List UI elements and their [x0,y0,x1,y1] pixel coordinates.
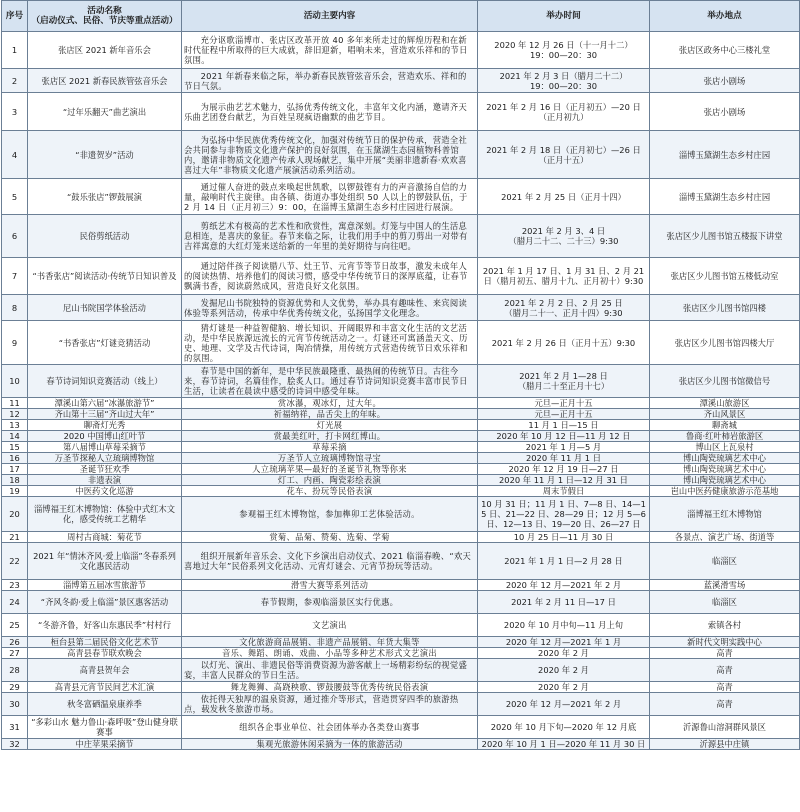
row-place: 新时代文明实践中心 [650,637,800,648]
row-activity-name: 高青县春节联欢晚会 [28,648,182,659]
header-activity-name [28,1,182,32]
table-row [2,431,800,442]
row-time: 2020 年 11 月 1 日—12 月 31 日 [478,475,650,486]
table-row [2,321,800,365]
row-time: 2020 年 11 月 1 日 [478,453,650,464]
row-number: 25 [2,614,28,637]
row-number: 15 [2,442,28,453]
row-place: 高青 [650,648,800,659]
table-row [2,32,800,69]
row-place: 临淄区 [650,543,800,580]
row-time: 2021 年 2 月 25 日（正月十四） [478,179,650,215]
table-row [2,464,800,475]
row-time: 2021 年 2 月 2 日、2 月 25 日 （腊月二十一、正月十四）9:30 [478,295,650,321]
row-time: 10 月 31 日；11 月 1 日、7—8 日、14—15 日、21—22 日、28—29 日；12 月 5—6 日、12—13 日、19—20 日、26—27 日 [478,497,650,532]
row-activity-content: 灯光展 [182,420,478,431]
row-place: 张店区政务中心三楼礼堂 [650,32,800,69]
row-number: 21 [2,532,28,543]
row-activity-content: 集观光旅游休闲采摘为一体的旅游活动 [182,739,478,750]
row-activity-content: 春节是中国的新年，是中华民族最隆重、最热闹的传统节日。古往今来，春节诗词，名篇佳作，脍炙人口。通过春节诗词知识竞赛丰富市民节日生活，让读者在晨读中感受的诗词中感受年味。 [182,365,478,398]
row-time: 元旦—正月十五 [478,398,650,409]
row-activity-content: 祈福纳祥，品舌尖上的年味。 [182,409,478,420]
row-number: 16 [2,453,28,464]
row-time: 2020 年 12 月—2021 年 2 月 [478,580,650,591]
row-place: 索镇各村 [650,614,800,637]
row-activity-content: 通过陪伴孩子阅读腊八节、灶王节、元宵节等节日故事，激发未成年人的阅读热情、培养他们的阅读习惯，感受中华传统节日的深厚底蕴，让春节飘满书香，阅读蔚然成风，营造良好文化氛围。 [182,258,478,295]
row-place: 张店小剧场 [650,93,800,131]
row-number: 22 [2,543,28,580]
row-activity-content: 剪纸艺术有极高的艺术性和欣赏性，寓意深刻。灯笼与中国人的生活息息相连，是喜庆的象征。春节来临之际，让我们用手中的剪刀剪出一对带有吉祥寓意的大红灯笼来送给新的一年里的美好期待与向往吧。 [182,215,478,258]
table-row [2,453,800,464]
row-activity-name: 第八届博山草莓采摘节 [28,442,182,453]
row-place: 临淄区 [650,591,800,614]
table-row [2,580,800,591]
row-activity-name: 齐山第十三届“齐山过大年” [28,409,182,420]
row-place: 张店区少儿图书馆五楼报下讲堂 [650,215,800,258]
row-number: 1 [2,32,28,69]
row-activity-content: 赏冰瀑，观冰灯，过大年。 [182,398,478,409]
row-time: 10 月 25 日—11 月 30 日 [478,532,650,543]
row-place: 淄博玉黛湖生态乡村庄园 [650,131,800,179]
row-number: 8 [2,295,28,321]
row-time: 2021 年 2 月 3、4 日 （腊月二十二、二十三）9:30 [478,215,650,258]
table-row [2,131,800,179]
row-time: 2021 年 2 月 18 日（正月初七）—26 日（正月十五） [478,131,650,179]
row-place: 各景点、演艺广场、街道等 [650,532,800,543]
row-activity-content: 赏菊、品菊、赞菊、选菊、学菊 [182,532,478,543]
table-row [2,637,800,648]
row-place: 张店区少儿图书馆微信号 [650,365,800,398]
row-place: 沂源县中庄镇 [650,739,800,750]
row-activity-content: 组织各企事业单位、社会团体举办各类登山赛事 [182,716,478,739]
header-no: 序号 [2,1,28,32]
row-place: 齐山风景区 [650,409,800,420]
row-activity-name: 淄博福王红木博物馆：体验中式红木文化，感受传统工艺精华 [28,497,182,532]
header-activity-name-text: 活动名称 （启动仪式、民俗、节庆等重点活动） [31,6,178,26]
row-place: 博山陶瓷琉璃艺术中心 [650,475,800,486]
row-place: 张店小剧场 [650,69,800,93]
row-activity-content: 灯工、内画、陶瓷彩绘表演 [182,475,478,486]
row-time: 2020 年 10 月 12 日—11 月 12 日 [478,431,650,442]
row-activity-name: “过年乐翻天”曲艺演出 [28,93,182,131]
table-row [2,409,800,420]
row-number: 18 [2,475,28,486]
table-row [2,614,800,637]
row-number: 9 [2,321,28,365]
table-row [2,398,800,409]
row-activity-name: “书香张店”阅读活动·传统节日知识普及 [28,258,182,295]
table-row [2,69,800,93]
row-activity-name: 民俗剪纸活动 [28,215,182,258]
row-place: 聊斋城 [650,420,800,431]
row-activity-name: “齐风冬韵·爱上临淄”景区惠客活动 [28,591,182,614]
row-number: 30 [2,693,28,716]
row-number: 12 [2,409,28,420]
table-row [2,93,800,131]
row-time: 2021 年 2 月 3 日（腊月二十二） 19：00—20：30 [478,69,650,93]
row-number: 11 [2,398,28,409]
row-place: 博山陶瓷琉璃艺术中心 [650,453,800,464]
table-row [2,420,800,431]
table-row [2,442,800,453]
header-place: 举办地点 [650,1,800,32]
row-place: 张店区少儿图书馆四楼 [650,295,800,321]
row-number: 19 [2,486,28,497]
row-activity-name: 中医药文化巡游 [28,486,182,497]
row-activity-content: 发掘尼山书院独特的资源优势和人文优势，举办具有趣味性、来宾阅读体验等系列活动，传承中华优秀传统文化，弘扬国学文化理念。 [182,295,478,321]
row-activity-content: 赏最美红叶，打卡网红博山。 [182,431,478,442]
row-place: 岜山中医药健康旅游示范基地 [650,486,800,497]
row-time: 2020 年 2 月 [478,648,650,659]
table-row [2,659,800,682]
row-activity-content: 为展示曲艺艺术魅力，弘扬优秀传统文化，丰富年文化内涵，邀请齐天乐曲艺团登台献艺，为百姓呈现疯语幽默的曲艺节目。 [182,93,478,131]
row-place: 潭溪山旅游区 [650,398,800,409]
row-number: 5 [2,179,28,215]
row-time: 2021 年 2 月 11 日—17 日 [478,591,650,614]
row-activity-content: 花车、扮玩等民俗表演 [182,486,478,497]
row-activity-content: 万圣节人立琉璃博物馆寻宝 [182,453,478,464]
row-activity-name: 淄博第五届冰雪旅游节 [28,580,182,591]
row-activity-content: 为弘扬中华民族优秀传统文化，加强对传统节日的保护传承，营造全社会共同参与非物质文化遗产保护的良好氛围，在玉黛湖生态园植物科普馆内，邀请非物质文化遗产传承人现场献艺，集中开展“美丽非遗新春·欢欢喜喜过大年”非物质文化遗产展演活动系列活动。 [182,131,478,179]
row-number: 10 [2,365,28,398]
row-number: 7 [2,258,28,295]
table-row [2,179,800,215]
table-row [2,532,800,543]
table-header-row [2,1,800,32]
row-place: 张店区少儿图书馆五楼低动室 [650,258,800,295]
row-activity-content: 猜灯谜是一种益智健脑、增长知识、开阔眼界和丰富文化生活的文艺活动，是中华民族源远流长的元宵节传统活动之一。灯谜还可寓涵盖天文、历史、地理、文学及古代诗词，陶冶情操，用传统方式营造传统节日欢乐祥和的氛围。 [182,321,478,365]
row-time: 2021 年 1 月 1 日—2 月 28 日 [478,543,650,580]
row-activity-content: 组织开展新年音乐会、文化下乡演出启动仪式、2021 临淄春晚、“欢天喜地过大年”民俗系列文化活动、元宵灯谜会、元宵节扮玩等活动。 [182,543,478,580]
header-activity-content: 活动主要内容 [182,1,478,32]
row-activity-name: 圣诞节狂欢季 [28,464,182,475]
row-activity-name: 高青县贺年会 [28,659,182,682]
header-time: 举办时间 [478,1,650,32]
row-time: 2021 年 1 月 17 日、1 月 31 日、2 月 21 日（腊月初五、腊月十九、正月初十）9:30 [478,258,650,295]
row-activity-content: 人立琉璃苹果—最好的圣诞节礼物等你来 [182,464,478,475]
row-time: 2021 年 1 月—5 月 [478,442,650,453]
row-activity-name: 秋冬富硒温泉康养季 [28,693,182,716]
table-row [2,682,800,693]
row-number: 24 [2,591,28,614]
row-number: 13 [2,420,28,431]
row-activity-content: 舞龙舞狮、高跷秧歌、锣鼓腰鼓等优秀传统民俗表演 [182,682,478,693]
row-number: 6 [2,215,28,258]
row-activity-name: 2020 中国博山红叶节 [28,431,182,442]
row-place: 高青 [650,682,800,693]
row-number: 17 [2,464,28,475]
row-activity-name: “书香张店”灯谜竞猜活动 [28,321,182,365]
row-number: 3 [2,93,28,131]
row-number: 4 [2,131,28,179]
table-row [2,716,800,739]
row-place: 沂源鲁山溶洞群风景区 [650,716,800,739]
table-row [2,486,800,497]
row-activity-name: “非遗贺岁”活动 [28,131,182,179]
row-place: 淄博玉黛湖生态乡村庄园 [650,179,800,215]
row-place: 淄博福王红木博物馆 [650,497,800,532]
row-number: 31 [2,716,28,739]
table-row [2,497,800,532]
row-activity-content: 依托得天独厚的温泉资源，通过推介等形式，营造贯穿四季的旅游热点，载发秋冬旅游市场。 [182,693,478,716]
row-time: 2020 年 2 月 [478,682,650,693]
row-activity-name: 张店区 2021 新年音乐会 [28,32,182,69]
row-activity-content: 以灯光、演出、非遗民俗等消费资源为游客献上一场精彩纷纭的视觉盛宴，丰富人民群众的节日生活。 [182,659,478,682]
row-activity-name: 2021 年“情沐齐风·爱上临淄”冬春系列文化惠民活动 [28,543,182,580]
row-activity-name: 周村古商城：菊花节 [28,532,182,543]
row-activity-name: “鼓乐张店”锣鼓展演 [28,179,182,215]
row-activity-content: 文化旅游商品展销、非遗产品展销、年货大集等 [182,637,478,648]
row-number: 23 [2,580,28,591]
row-activity-name: 张店区 2021 新春民族管弦音乐会 [28,69,182,93]
row-time: 2021 年 2 月 1—28 日 （腊月二十至正月十七） [478,365,650,398]
row-activity-name: 非遗表演 [28,475,182,486]
row-activity-content: 滑雪大赛等系列活动 [182,580,478,591]
row-number: 32 [2,739,28,750]
row-time: 2020 年 10 月 1 日—2020 年 11 月 30 日 [478,739,650,750]
table-row [2,475,800,486]
row-number: 28 [2,659,28,682]
table-row [2,739,800,750]
row-place: 高青 [650,659,800,682]
row-activity-name: 尼山书院国学体验活动 [28,295,182,321]
row-activity-content: 春节假期，参观临淄景区实行优惠。 [182,591,478,614]
row-time: 2020 年 10 月中旬—11 月上旬 [478,614,650,637]
row-time: 周末节假日 [478,486,650,497]
row-activity-content: 参观福王红木博物馆，参加榫卯工艺体验活动。 [182,497,478,532]
row-number: 2 [2,69,28,93]
row-place: 高青 [650,693,800,716]
table-row [2,215,800,258]
row-number: 29 [2,682,28,693]
row-activity-name: “冬游齐鲁，好客山东惠民季”村村行 [28,614,182,637]
table-row [2,258,800,295]
row-place: 鲁商·红叶柿岩旅游区 [650,431,800,442]
row-number: 26 [2,637,28,648]
row-activity-name: 潭溪山第六届“冰瀑旅游节” [28,398,182,409]
row-activity-name: “多彩山水 魅力鲁山·森呼吸”登山健身联赛事 [28,716,182,739]
row-activity-content: 草莓采摘 [182,442,478,453]
table-row [2,648,800,659]
row-activity-name: 高青县元宵节民间艺术汇演 [28,682,182,693]
row-activity-name: 聊斋灯光秀 [28,420,182,431]
row-activity-content: 充分讴歌淄博市、张店区改革开放 40 多年来所走过的辉煌历程和在新时代征程中所取得的巨大成就，辞旧迎新，唱响未来，营造欢乐祥和的节日氛围。 [182,32,478,69]
row-activity-name: 中庄苹果采摘节 [28,739,182,750]
row-time: 元旦—正月十五 [478,409,650,420]
row-activity-content: 2021 年新春来临之际，举办新春民族管弦音乐会，营造欢乐、祥和的节日气氛。 [182,69,478,93]
row-place: 博山区上瓦泉村 [650,442,800,453]
row-activity-content: 文艺演出 [182,614,478,637]
table-row [2,693,800,716]
row-activity-name: 万圣节探秘人立琉璃博物馆 [28,453,182,464]
row-place: 蓝溪滑雪场 [650,580,800,591]
row-time: 2020 年 10 月下旬—2020 年 12 月底 [478,716,650,739]
row-place: 张店区少儿图书馆四楼大厅 [650,321,800,365]
activity-schedule-table [1,0,800,750]
row-time: 11 月 1 日—15 日 [478,420,650,431]
row-time: 2020 年 12 月—2021 年 1 月 [478,637,650,648]
row-time: 2020 年 2 月 [478,659,650,682]
row-time: 2020 年 12 月 26 日（十一月十二） 19：00—20：30 [478,32,650,69]
table-body [2,32,800,750]
row-activity-name: 桓台县第二届民俗文化艺术节 [28,637,182,648]
row-activity-name: 春节诗词知识竞赛活动（线上） [28,365,182,398]
row-activity-content: 通过催人奋进的鼓点来唤起世凯歌，以锣鼓铿有力的声音激扬自信的力量，敲响时代主旋律。由各镇、街道办事处组织 50 人以上的锣鼓队伍，于 2 月 14 日（正月初三）9：00，在淄博玉黛湖生态乡村庄园进行展演。 [182,179,478,215]
row-activity-content: 音乐、舞蹈、朗诵、戏曲、小品等多种艺术形式文艺演出 [182,648,478,659]
row-time: 2021 年 2 月 26 日（正月十五）9:30 [478,321,650,365]
table-row [2,543,800,580]
row-number: 20 [2,497,28,532]
table-row [2,295,800,321]
row-number: 27 [2,648,28,659]
table-row [2,365,800,398]
row-time: 2021 年 2 月 16 日（正月初五）—20 日（正月初九） [478,93,650,131]
row-number: 14 [2,431,28,442]
row-time: 2020 年 12 月 19 日—27 日 [478,464,650,475]
table-row [2,591,800,614]
row-time: 2020 年 12 月—2021 年 2 月 [478,693,650,716]
row-place: 博山陶瓷琉璃艺术中心 [650,464,800,475]
